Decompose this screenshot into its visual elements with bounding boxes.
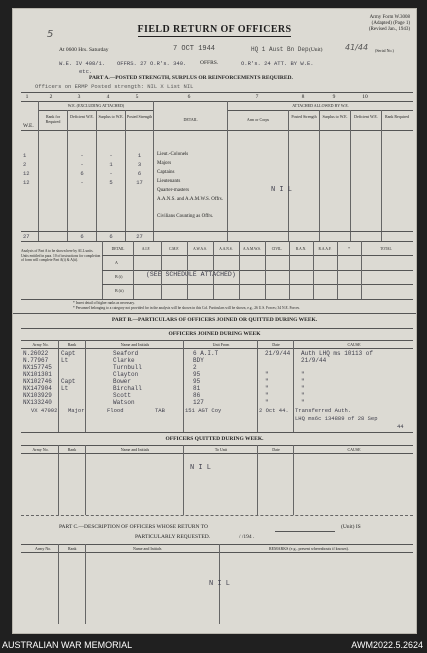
joined-army-no: N.77967 <box>23 357 49 364</box>
part-c-particularly: PARTICULARLY REQUESTED. <box>135 534 211 540</box>
rule <box>38 101 39 241</box>
quitted-col-head: Army No. <box>32 447 49 452</box>
rule <box>257 340 258 432</box>
analysis-col-head: CIVIL. <box>271 247 283 251</box>
rule <box>213 241 214 299</box>
analysis-col-head: DETAIL <box>111 247 125 251</box>
part-c-unit-is: (Unit) IS <box>341 524 361 530</box>
joined-army-no: NX133240 <box>23 399 52 406</box>
joined-cause: " <box>301 378 305 385</box>
see-schedule-text: (SEE SCHEDULE ATTACHED) <box>146 271 236 278</box>
we-excluding-header: W.E. (EXCLUDING ATTACHED) <box>67 103 125 108</box>
column-number: 9 <box>332 94 336 100</box>
we-row-label: W.E. <box>23 123 34 129</box>
extra-name: Flood <box>107 407 124 414</box>
analysis-col-head: C.M.F. <box>169 247 179 251</box>
joined-date: " <box>265 385 269 392</box>
hq-text: HQ 1 Aust Bn Dep <box>251 46 309 53</box>
rank-row-label: Lieutenants <box>157 179 181 184</box>
extra-cause-2: LHQ ms6c 134889 of 28 Sep <box>295 415 378 422</box>
extra-cause: Transferred Auth. <box>295 407 352 414</box>
rule <box>153 101 154 241</box>
joined-army-no: NX157745 <box>23 364 52 371</box>
part-b-title: PART B.—PARTICULARS OF OFFICERS JOINED OR QUITTED DURING WEEK. <box>111 317 318 323</box>
rule <box>21 101 413 102</box>
rank-row-label: A.A.N.S. and A.A.M.W.S. Offrs. <box>157 197 223 202</box>
col-head-surplus-r: Surplus to W.E. <box>322 114 348 119</box>
column-number: 1 <box>25 94 29 100</box>
analysis-col-head: * <box>348 247 350 251</box>
joined-army-no: N.26022 <box>23 350 49 357</box>
rule <box>21 515 413 516</box>
part-a-subline: Officers on ERMP Posted strength: NIL X List NIL <box>35 83 194 90</box>
rank-row-we: 12 <box>23 170 30 177</box>
rule <box>21 544 413 545</box>
rank-row-surplus: 1 <box>109 161 113 168</box>
offrs-line: OFFRS. 27 O.R's. 340. <box>117 60 187 67</box>
analysis-row-bii: B (ii) <box>115 288 124 293</box>
archive-footer <box>0 640 427 653</box>
rank-row-deficient: 6 <box>80 170 84 177</box>
rule <box>183 340 184 432</box>
column-number: 7 <box>255 94 259 100</box>
rule <box>21 241 413 242</box>
rule <box>228 110 413 111</box>
joined-date: 21/9/44 <box>265 350 291 357</box>
rule <box>58 340 59 432</box>
rank-row-posted: 1 <box>137 152 142 159</box>
rank-row-deficient: - <box>80 179 84 186</box>
rule <box>21 453 413 454</box>
rule <box>227 101 228 241</box>
rule <box>21 445 413 446</box>
col-head-detail: DETAIL <box>183 117 198 122</box>
rule <box>313 241 314 299</box>
joined-cause: " <box>301 399 305 406</box>
rule <box>13 313 417 314</box>
rule <box>85 340 86 432</box>
c-head-remarks: REMARKS (e.g., present whereabouts if known). <box>269 546 349 551</box>
c-head-name: Name and Initials <box>133 546 162 551</box>
rank-row-deficient: - <box>80 161 84 168</box>
rule <box>21 552 413 553</box>
rule <box>337 241 338 299</box>
rule <box>21 231 413 232</box>
quitted-col-head: Name and Initials <box>120 447 150 452</box>
footer-institution: AUSTRALIAN WAR MEMORIAL <box>2 640 133 650</box>
rank-row-surplus: - <box>109 152 113 159</box>
joined-cause: " <box>301 385 305 392</box>
joined-rank: Capt <box>61 378 76 385</box>
joined-cause: " <box>301 371 305 378</box>
joined-rank: Lt <box>61 385 69 392</box>
rank-row-deficient: - <box>80 152 84 159</box>
analysis-col-head: A.A.M.W.S. <box>243 247 261 251</box>
c-head-army-no: Army No. <box>35 546 52 551</box>
joined-army-no: NX103929 <box>23 392 52 399</box>
joined-unit: 95 <box>193 378 201 385</box>
rank-row-label: Lieut.-Colonels <box>157 152 189 157</box>
rank-row-posted: 3 <box>137 161 142 168</box>
col-head-deficient-r: Deficient W.E. <box>354 114 378 119</box>
rule <box>21 328 413 329</box>
rule <box>58 445 59 515</box>
army-form-adapted: (Adapted) (Page 1) <box>371 21 410 26</box>
serial-number: 41/44 <box>345 43 369 52</box>
rule <box>275 531 335 532</box>
col-head-arm: Arm or Corps <box>246 117 270 122</box>
rule <box>161 241 162 299</box>
joined-col-head: CAUSE <box>347 342 361 347</box>
footnote-1: * Insert detail of higher ranks as necessary. <box>73 301 135 305</box>
joined-army-no: NX101301 <box>23 371 52 378</box>
quitted-col-head: Rank <box>67 447 77 452</box>
rule <box>288 110 289 241</box>
joined-col-head: Name and Initials <box>120 342 150 347</box>
rule <box>21 348 413 349</box>
joined-date: " <box>265 392 269 399</box>
analysis-col-head: A.A.N.S. <box>219 247 233 251</box>
part-c-title: PART C.—DESCRIPTION OF OFFICERS WHOSE RETURN TO <box>59 524 208 530</box>
col-head-rank-required: Rank for Required <box>45 114 61 124</box>
rule <box>58 544 59 624</box>
col-head-posted: Posted Strength <box>126 114 153 119</box>
total-c3: 6 <box>109 233 113 240</box>
joined-unit: 2 <box>193 364 197 371</box>
col-head-deficient: Deficient W.E. <box>70 114 94 119</box>
joined-col-head: Rank <box>67 342 77 347</box>
analysis-col-head: R.A.N. <box>295 247 307 251</box>
joined-unit: BDY <box>193 357 204 364</box>
footer-accession: AWM2022.5.2624 <box>351 640 423 650</box>
rank-row-label: Majors <box>157 161 172 166</box>
quitted-col-head: Date <box>272 447 280 452</box>
rule <box>293 340 294 432</box>
joined-name: Bower <box>113 378 132 385</box>
handwritten-mark: 5 <box>47 29 54 40</box>
col-head-posted-r: Posted Strength <box>291 114 317 119</box>
rule <box>21 432 413 433</box>
rank-row-surplus: 5 <box>109 179 113 186</box>
joined-col-head: Army No. <box>32 342 49 347</box>
serial-label: (Serial No.) <box>375 48 394 53</box>
joined-cause: " <box>301 392 305 399</box>
extra-initials: TAB <box>155 407 165 414</box>
quitted-title: OFFICERS QUITTED DURING WEEK. <box>165 436 264 442</box>
quitted-col-head: To Unit <box>214 447 228 452</box>
rule <box>319 110 320 241</box>
joined-cause: Auth LHQ ms 10113 of <box>301 350 374 357</box>
total-c0: 27 <box>23 233 30 240</box>
joined-name: Clarke <box>113 357 135 364</box>
joined-name: Turnbull <box>113 364 142 371</box>
column-number: 6 <box>187 94 191 100</box>
rule <box>289 241 290 299</box>
rule <box>381 110 382 241</box>
joined-col-head: Date <box>272 342 280 347</box>
rule <box>102 284 413 285</box>
column-number: 2 <box>49 94 53 100</box>
rule <box>133 241 134 299</box>
col-head-rank-r: Rank Required <box>384 114 410 119</box>
joined-unit: 95 <box>193 371 201 378</box>
joined-name: Birchall <box>113 385 142 392</box>
joined-rank: Lt <box>61 357 69 364</box>
extra-unit: 151 AGT Coy <box>185 407 222 414</box>
part-c-date: / /194 . <box>239 534 255 540</box>
col-head-surplus: Surplus to W.E. <box>98 114 124 119</box>
joined-date: " <box>265 399 269 406</box>
rule <box>102 255 413 256</box>
rule <box>293 445 294 515</box>
part-a-title: PART A.—POSTED STRENGTH, SURPLUS OR REINFORCEMENTS REQUIRED. <box>89 75 293 81</box>
analysis-col-head: R.A.A.F. <box>318 247 332 251</box>
joined-name: Clayton <box>113 371 139 378</box>
analysis-row-a: A <box>115 260 118 265</box>
rank-row-label: Quarter-masters <box>157 188 190 193</box>
extra-army-no: VX 47092 <box>31 407 58 414</box>
column-number: 5 <box>135 94 139 100</box>
joined-title: OFFICERS JOINED DURING WEEK <box>168 331 261 337</box>
rule <box>350 110 351 241</box>
rank-row-we: 12 <box>23 179 30 186</box>
rule <box>85 445 86 515</box>
ors-line-2: O.R's. 24 ATT. BY W.E. <box>241 60 314 67</box>
analysis-note: Analysis of Part A to be shown here by ALL units. Units entitled in para. 10 of instructions for completion of form will complete Part A(i) & A(ii). <box>21 249 101 262</box>
column-number: 10 <box>362 94 368 100</box>
total-c2: 6 <box>80 233 84 240</box>
rank-row-posted: 6 <box>137 170 142 177</box>
joined-name: Seaford <box>113 350 139 357</box>
joined-date: " <box>265 378 269 385</box>
rule <box>239 241 240 299</box>
document-page <box>12 8 417 634</box>
quitted-col-head: CAUSE <box>347 447 361 452</box>
we-line: W.E. IV 408/1. <box>59 60 106 67</box>
column-number: 4 <box>106 94 110 100</box>
total-c4: 27 <box>136 233 143 240</box>
extra-cause-3: 44 <box>397 423 404 430</box>
joined-unit: 86 <box>193 392 201 399</box>
extra-date: 2 Oct 44. <box>259 407 289 414</box>
rank-row-we: 2 <box>23 161 27 168</box>
etc-text: etc. <box>79 68 93 75</box>
rule <box>257 445 258 515</box>
quitted-nil: N I L <box>190 464 212 472</box>
c-head-rank: Rank <box>68 546 77 551</box>
extra-rank: Major <box>68 407 85 414</box>
joined-cause: 21/9/44 <box>301 357 327 364</box>
joined-unit: 6 A.I.T <box>193 350 219 357</box>
rule <box>21 130 413 131</box>
joined-col-head: Unit From <box>212 342 230 347</box>
footnote-2: * Personnel belonging to a category not provided for in the analysis will be shown in this Col. Particulars will be shown, e.g., 26 U.S. Forces; 34 N.E. Forces. <box>73 306 300 310</box>
joined-unit: 127 <box>193 399 204 406</box>
rule <box>183 445 184 515</box>
rule <box>21 340 413 341</box>
at-line: At 0600 Hrs. Saturday <box>59 47 109 53</box>
offrs-label-2: OFFRS. <box>200 60 219 66</box>
rule <box>21 92 413 93</box>
rule <box>85 544 86 624</box>
rule <box>21 299 413 300</box>
army-form-revised: (Revised Jan., 1943) <box>368 27 410 32</box>
part-c-nil: N I L <box>209 580 231 588</box>
joined-name: Scott <box>113 392 132 399</box>
analysis-row-bi: B (i) <box>115 274 123 279</box>
joined-army-no: NX147904 <box>23 385 52 392</box>
unit-label: (Unit) <box>309 47 323 53</box>
analysis-col-head: A.I.F. <box>141 247 151 251</box>
analysis-col-head: A.W.A.S. <box>193 247 207 251</box>
joined-unit: 81 <box>193 385 201 392</box>
joined-name: Watson <box>113 399 135 406</box>
rule <box>265 241 266 299</box>
attached-header: ATTACHED ALLOWED BY W.E. <box>292 103 349 108</box>
part-a-nil: N I L <box>271 186 293 194</box>
joined-army-no: NX102746 <box>23 378 52 385</box>
rank-row-label: Civilians Counting as Offrs. <box>157 214 214 219</box>
date-stamp: 7 OCT 1944 <box>173 45 216 53</box>
joined-date: " <box>265 371 269 378</box>
rank-row-label: Captains <box>157 170 175 175</box>
rank-row-posted: 17 <box>136 179 143 186</box>
column-number: 8 <box>301 94 305 100</box>
joined-rank: Capt <box>61 350 76 357</box>
rank-row-we: 1 <box>23 152 27 159</box>
rule <box>361 241 362 299</box>
rule <box>187 241 188 299</box>
column-number: 3 <box>77 94 81 100</box>
analysis-col-head: TOTAL <box>380 247 392 251</box>
rank-row-surplus: - <box>109 170 113 177</box>
form-title: FIELD RETURN OF OFFICERS <box>137 24 292 35</box>
army-form-number: Army Form W.3008 <box>369 15 410 20</box>
